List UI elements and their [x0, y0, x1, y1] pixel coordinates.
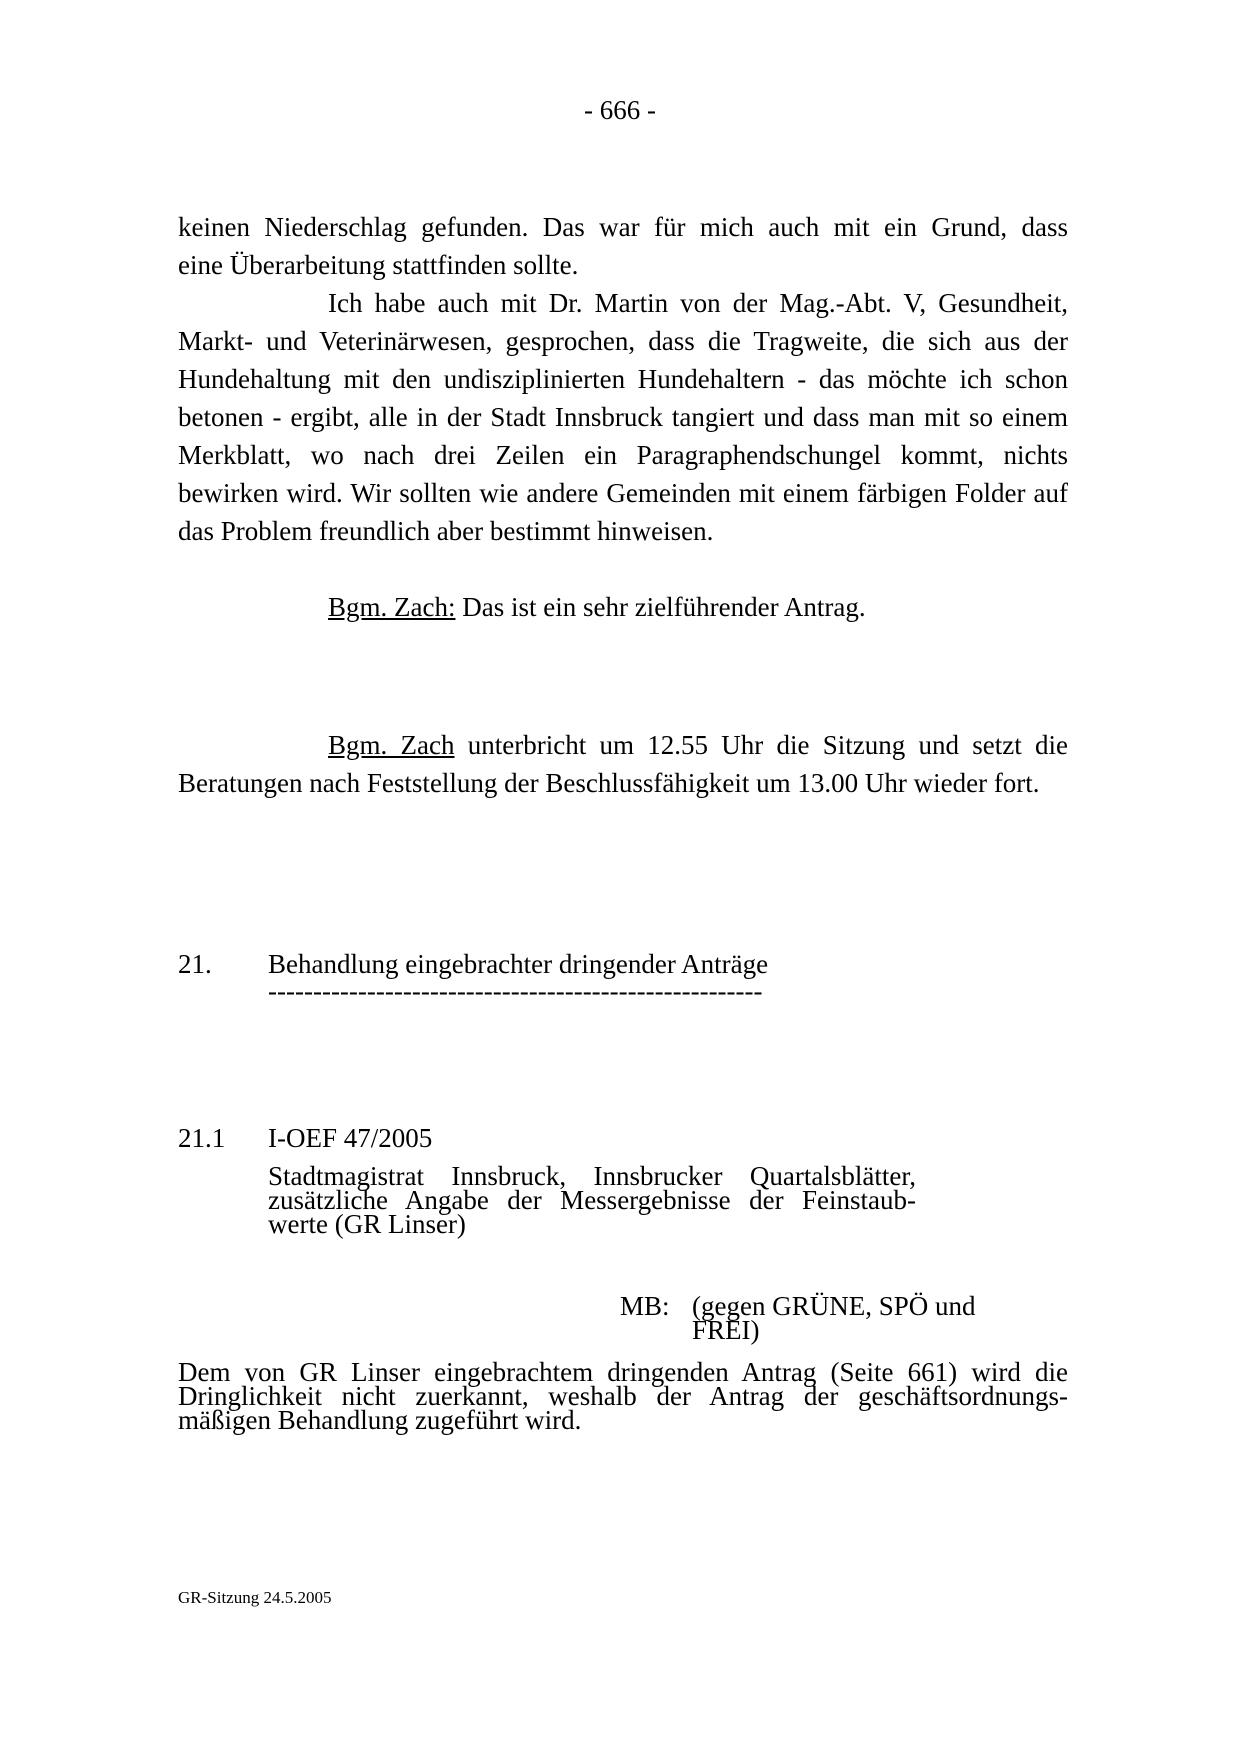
decision-text — [178, 1357, 1068, 1435]
subsection-description — [268, 1161, 916, 1239]
subsection-number: 21.1 — [178, 1123, 226, 1153]
statement-text: unterbricht um 12.55 Uhr die Sitzung und setzt die Beratungen nach Feststellung der Beschlussfähigkeit um 13.00 Uhr wieder fort. — [178, 730, 1068, 798]
description-line: zusätzliche Angabe der Messergebnisse der Feinstaub- — [268, 1185, 916, 1215]
description-line: Stadtmagistrat Innsbruck, Innsbrucker Quartalsblätter, — [268, 1161, 916, 1191]
subsection-code: I-OEF 47/2005 — [268, 1123, 433, 1153]
paragraph-body: Ich habe auch mit Dr. Martin von der Mag.-Abt. V, Gesundheit, Markt- und Veterinärwesen, gesprochen, dass die Tragweite, die sich aus der Hundehaltung mit den undisziplinierten Hundehaltern - das möchte ich schon betonen - ergibt, alle in der Stadt Innsbruck tangiert und dass man mit so einem Merkblatt, wo nach drei Zeilen ein Paragraphendschungel kommt, nichts bewirken wird. Wir sollten wie andere Gemeinden mit einem färbigen Folder auf das Problem freundlich aber bestimmt hinweisen. — [178, 288, 1068, 546]
decision-line: Dem von GR Linser eingebrachtem dringenden Antrag (Seite 661) wird die — [178, 1357, 1068, 1387]
paragraph-line: keinen Niederschlag gefunden. Das war für mich auch mit ein Grund, dass — [178, 212, 1068, 242]
paragraph-line: eine Überarbeitung stattfinden sollte. — [178, 250, 579, 280]
mb-line: FREI) — [692, 1315, 760, 1345]
mb-label: MB: — [620, 1291, 670, 1321]
page-number: - 666 - — [584, 95, 656, 125]
description-line: werte (GR Linser) — [268, 1209, 466, 1239]
footer: GR-Sitzung 24.5.2005 — [178, 1588, 332, 1607]
mb-line: (gegen GRÜNE, SPÖ und — [692, 1291, 976, 1321]
decision-line: Dringlichkeit nicht zuerkannt, weshalb der Antrag der geschäftsordnungs- — [178, 1381, 1068, 1411]
section-underline: ------------------------------------------------------- — [268, 976, 763, 1006]
section-title: Behandlung eingebrachter dringender Anträge — [268, 949, 769, 979]
decision-line: mäßigen Behandlung zugeführt wird. — [178, 1405, 582, 1435]
statement-text: Das ist ein sehr zielführender Antrag. — [455, 592, 866, 622]
speaker-statement — [178, 588, 1068, 626]
speaker-name: Bgm. Zach: — [328, 592, 456, 622]
speaker-name: Bgm. Zach — [328, 730, 455, 760]
session-interruption-note — [178, 726, 1068, 802]
section-number: 21. — [178, 949, 212, 979]
mb-vote — [692, 1291, 976, 1345]
